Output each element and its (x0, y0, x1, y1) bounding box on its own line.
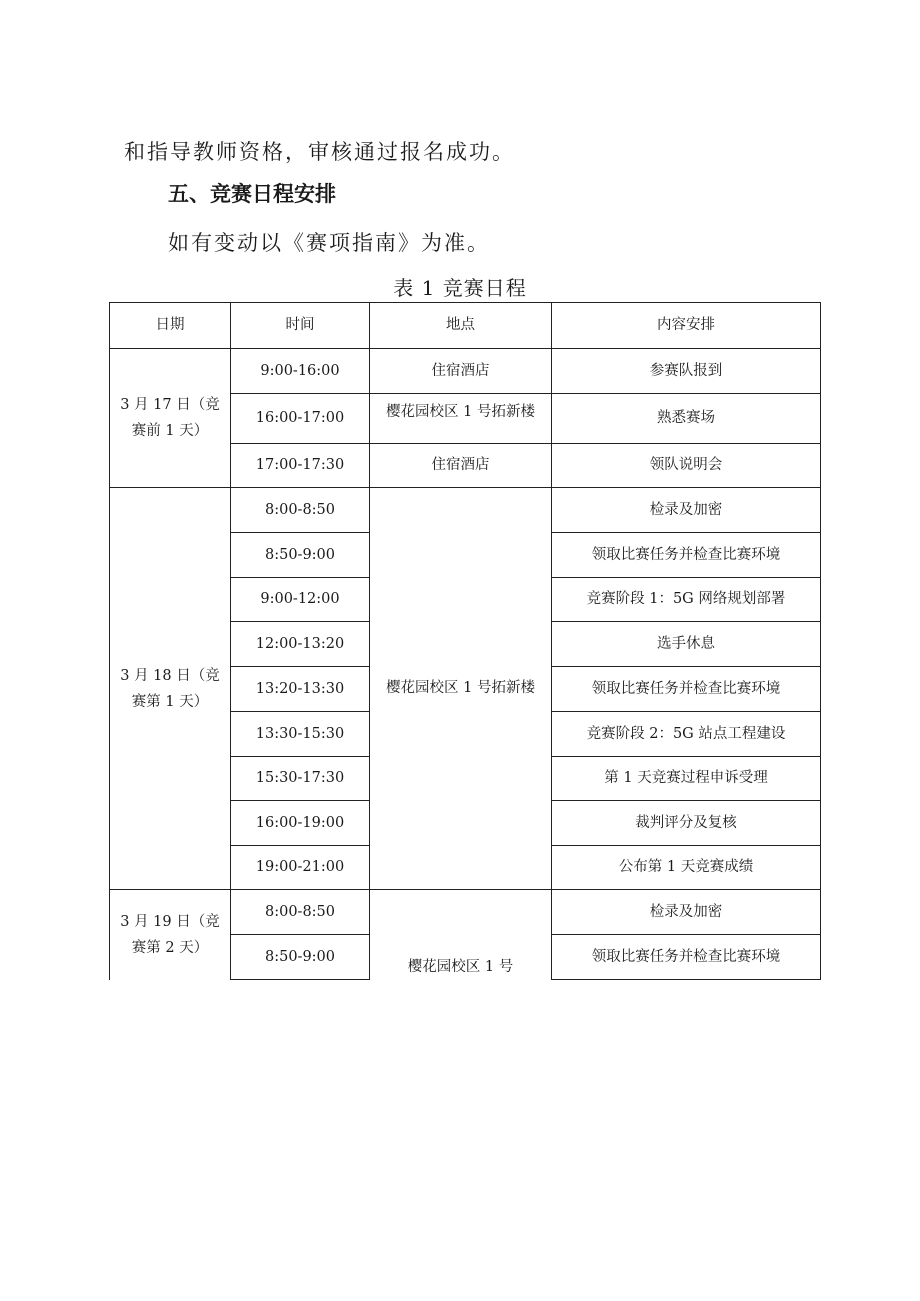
time-cell: 13:30-15:30 (231, 712, 370, 757)
content-cell: 第 1 天竞赛过程申诉受理 (552, 757, 821, 801)
content-cell: 领取比赛任务并检查比赛环境 (552, 935, 821, 980)
content-cell: 领取比赛任务并检查比赛环境 (552, 533, 821, 578)
time-cell: 16:00-17:00 (231, 394, 370, 444)
content-cell: 竞赛阶段 1：5G 网络规划部署 (552, 578, 821, 622)
content-cell: 检录及加密 (552, 890, 821, 935)
time-cell: 9:00-12:00 (231, 578, 370, 622)
location-cell: 樱花园校区 1 号拓新楼 (370, 488, 552, 890)
location-cell: 樱花园校区 1 号拓新楼 (370, 394, 552, 444)
content-cell: 检录及加密 (552, 488, 821, 533)
section-heading: 五、竞赛日程安排 (168, 182, 336, 206)
location-cell: 住宿酒店 (370, 444, 552, 488)
body-paragraph: 和指导教师资格，审核通过报名成功。 (124, 140, 515, 164)
header-content: 内容安排 (552, 303, 821, 349)
table-row (110, 890, 821, 935)
time-cell: 17:00-17:30 (231, 444, 370, 488)
schedule-table (109, 302, 821, 980)
location-cell: 樱花园校区 1 号 (370, 890, 552, 980)
content-cell: 领队说明会 (552, 444, 821, 488)
table-row (110, 349, 821, 394)
time-cell: 15:30-17:30 (231, 757, 370, 801)
body-paragraph-note: 如有变动以《赛项指南》为准。 (168, 231, 490, 255)
location-cell: 住宿酒店 (370, 349, 552, 394)
header-location: 地点 (370, 303, 552, 349)
date-cell: 3 月 17 日（竞赛前 1 天） (110, 349, 231, 488)
time-cell: 8:00-8:50 (231, 488, 370, 533)
content-cell: 公布第 1 天竞赛成绩 (552, 846, 821, 890)
date-cell: 3 月 18 日（竞赛第 1 天） (110, 488, 231, 890)
time-cell: 19:00-21:00 (231, 846, 370, 890)
time-cell: 16:00-19:00 (231, 801, 370, 846)
content-cell: 选手休息 (552, 622, 821, 667)
time-cell: 13:20-13:30 (231, 667, 370, 712)
table-row (110, 488, 821, 533)
date-cell: 3 月 19 日（竞赛第 2 天） (110, 890, 231, 980)
header-date: 日期 (110, 303, 231, 349)
content-cell: 参赛队报到 (552, 349, 821, 394)
time-cell: 8:50-9:00 (231, 533, 370, 578)
time-cell: 12:00-13:20 (231, 622, 370, 667)
time-cell: 8:50-9:00 (231, 935, 370, 980)
content-cell: 熟悉赛场 (552, 394, 821, 444)
time-cell: 8:00-8:50 (231, 890, 370, 935)
content-cell: 竞赛阶段 2：5G 站点工程建设 (552, 712, 821, 757)
time-cell: 9:00-16:00 (231, 349, 370, 394)
table-caption: 表 1 竞赛日程 (393, 276, 527, 300)
content-cell: 领取比赛任务并检查比赛环境 (552, 667, 821, 712)
content-cell: 裁判评分及复核 (552, 801, 821, 846)
header-time: 时间 (231, 303, 370, 349)
table-header-row (110, 303, 821, 349)
